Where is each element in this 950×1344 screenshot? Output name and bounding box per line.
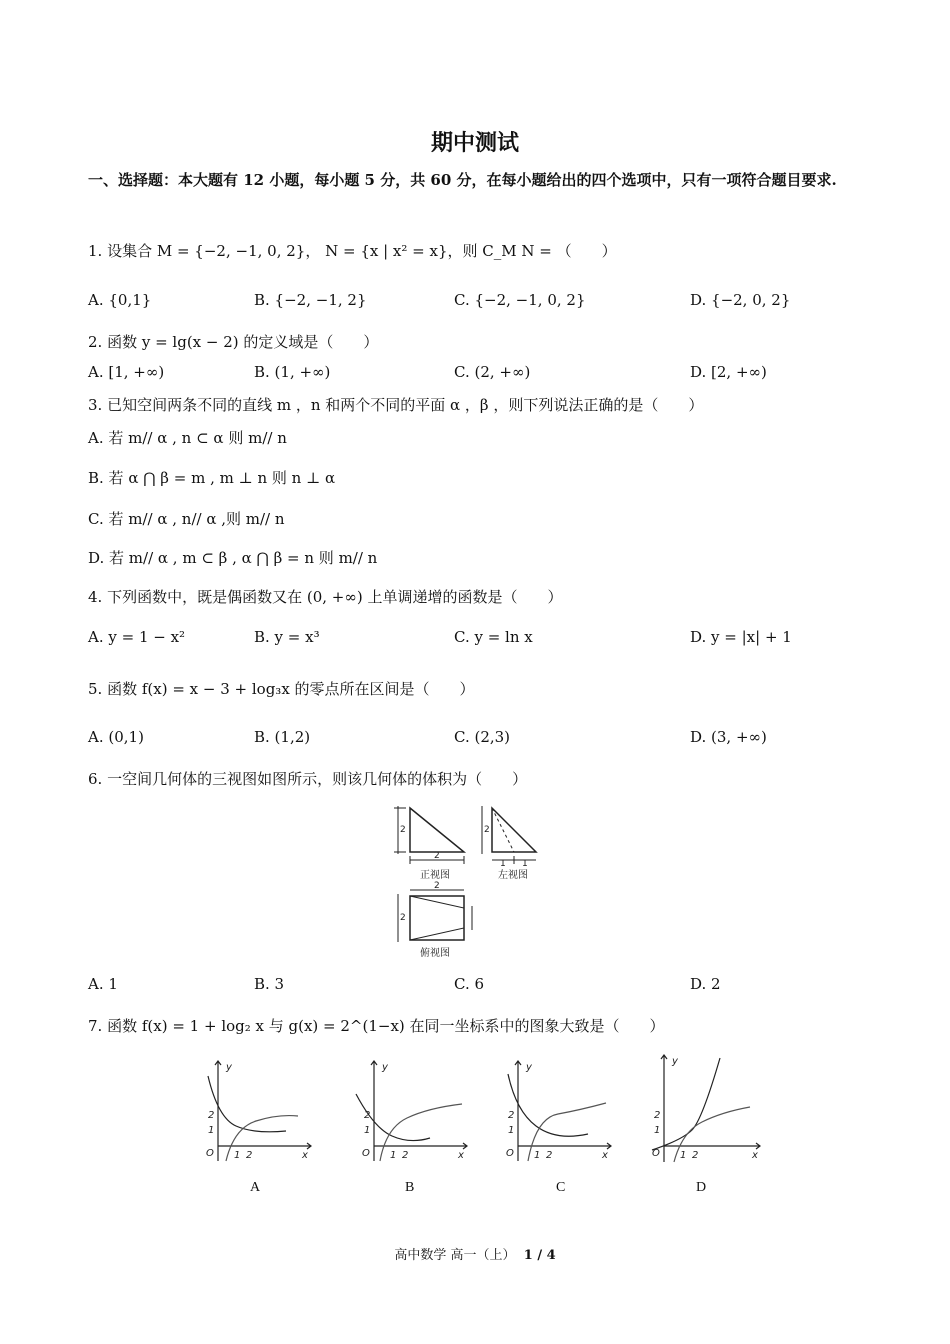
section-heading: 一、选择题：本大题有 12 小题，每小题 5 分，共 60 分，在每小题给出的四个选项中，只有一项符合题目要求. [88,171,837,189]
q5-option-a: A. (0,1) [88,728,144,746]
side-height-label: 2 [484,825,490,835]
svg-text:O: O [652,1148,660,1159]
q6-option-d: D. 2 [690,975,721,993]
footer-text: 高中数学 高一（上） [394,1248,516,1263]
front-view-triangle [410,808,464,852]
svg-text:x: x [752,1150,758,1161]
side-view-label: 左视图 [498,870,528,881]
page-footer [0,1244,950,1263]
q2-option-b: B. (1, +∞) [254,363,331,381]
svg-text:1: 1 [654,1125,661,1136]
q2-option-d: D. [2, +∞) [690,363,767,381]
graph-d-label: D [696,1180,707,1195]
page-title: 期中测试 [430,130,519,156]
q6-stem: 6. 一空间几何体的三视图如图所示，则该几何体的体积为（ ） [88,770,528,788]
top-view-label: 俯视图 [420,948,450,959]
q5-option-b: B. (1,2) [254,728,311,746]
q3-option-a: A. 若 m// α , n ⊂ α 则 m// n [88,429,287,447]
svg-text:1: 1 [534,1150,541,1161]
q3-option-c: C. 若 m// α , n// α ,则 m// n [88,510,285,528]
graph-c-label: C [556,1180,566,1195]
q4-option-d: D. y = |x| + 1 [690,628,792,646]
q6-option-c: C. 6 [454,975,485,993]
q4-option-a: A. y = 1 − x² [88,628,186,646]
svg-text:2: 2 [692,1150,699,1161]
q3-option-d: D. 若 m// α , m ⊂ β , α ⋂ β = n 则 m// n [88,549,378,567]
svg-text:x: x [458,1150,464,1161]
svg-text:2: 2 [246,1150,253,1161]
graph-a-label: A [250,1180,261,1195]
svg-text:y: y [226,1062,232,1073]
svg-text:2: 2 [508,1110,515,1121]
page-number: 1 / 4 [523,1248,556,1263]
svg-text:y: y [382,1062,388,1073]
q1-option-a: A. {0,1} [88,291,152,309]
q4-option-b: B. y = x³ [254,628,320,646]
svg-text:2: 2 [546,1150,553,1161]
q2-option-a: A. [1, +∞) [88,363,165,381]
graph-b-label: B [405,1180,415,1195]
q6-option-a: A. 1 [88,975,118,993]
q7-stem: 7. 函数 f(x) = 1 + log₂ x 与 g(x) = 2^(1−x) 在同一坐标系中的图象大致是（ ） [88,1017,665,1035]
svg-text:O: O [362,1148,370,1159]
q1-stem: 1. 设集合 M = {−2, −1, 0, 2}， N = {x | x² = x}，则 C_M N = （ ） [88,242,617,260]
side-width-label-1: 1 [500,859,506,869]
curve-g [508,1074,588,1136]
top-view-rect [410,896,464,940]
svg-text:y: y [526,1062,532,1073]
svg-text:1: 1 [390,1150,397,1161]
graph-c [496,1056,616,1166]
q5-stem: 5. 函数 f(x) = x − 3 + log₃x 的零点所在区间是（ ） [88,680,475,698]
q5-option-c: C. (2,3) [454,728,511,746]
svg-text:1: 1 [364,1125,371,1136]
svg-text:1: 1 [680,1150,687,1161]
graph-a [196,1056,316,1166]
curve-g [208,1076,286,1132]
svg-text:O: O [206,1148,214,1159]
three-view-figure [392,800,562,960]
q1-option-b: B. {−2, −1, 2} [254,291,367,309]
graph-d [642,1050,766,1166]
q3-option-b: B. 若 α ⋂ β = m , m ⊥ n 则 n ⊥ α [88,469,336,487]
front-height-label: 2 [400,825,406,835]
q3-stem: 3. 已知空间两条不同的直线 m ，n 和两个不同的平面 α ，β ，则下列说法正确的是（ ） [88,396,704,414]
svg-text:y: y [672,1056,678,1067]
q1-option-c: C. {−2, −1, 0, 2} [454,291,586,309]
side-view-triangle [492,808,536,852]
q2-stem: 2. 函数 y = lg(x − 2) 的定义域是（ ） [88,333,379,351]
svg-text:2: 2 [208,1110,215,1121]
front-view-label: 正视图 [420,870,450,881]
top-width-label: 2 [434,881,440,891]
q4-stem: 4. 下列函数中，既是偶函数又在 (0, +∞) 上单调递增的函数是（ ） [88,588,563,606]
svg-text:2: 2 [402,1150,409,1161]
q2-option-c: C. (2, +∞) [454,363,531,381]
svg-text:1: 1 [508,1125,515,1136]
front-width-label: 2 [434,851,440,861]
q6-option-b: B. 3 [254,975,285,993]
top-height-label: 2 [400,913,406,923]
graph-b [352,1056,472,1166]
svg-text:2: 2 [654,1110,661,1121]
q1-option-d: D. {−2, 0, 2} [690,291,791,309]
svg-text:1: 1 [234,1150,241,1161]
svg-text:2: 2 [364,1110,371,1121]
side-width-label-2: 1 [522,859,528,869]
svg-text:O: O [506,1148,514,1159]
q4-option-c: C. y = ln x [454,628,533,646]
svg-text:1: 1 [208,1125,215,1136]
q5-option-d: D. (3, +∞) [690,728,767,746]
svg-text:x: x [602,1150,608,1161]
svg-text:x: x [302,1150,308,1161]
